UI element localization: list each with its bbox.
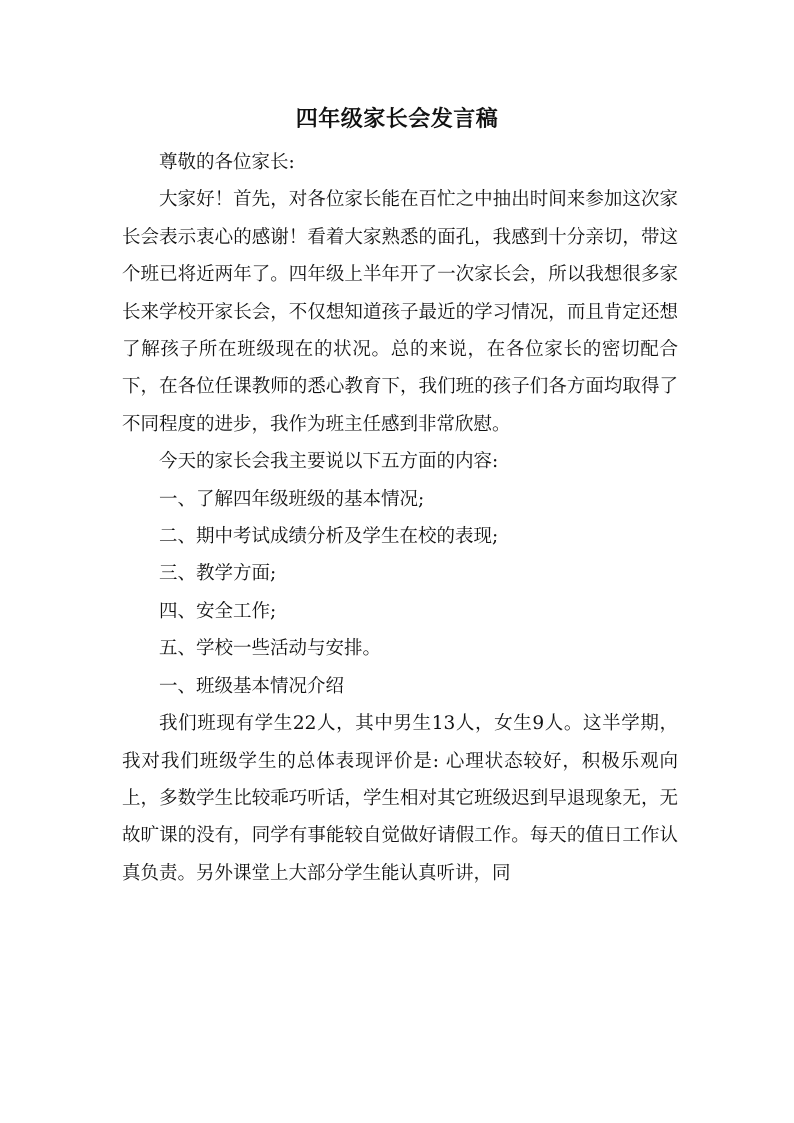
document-body xyxy=(122,144,678,892)
salutation: 尊敬的各位家长: xyxy=(159,152,295,173)
paragraph-agenda-intro: 今天的家长会我主要说以下五方面的内容: xyxy=(159,451,499,473)
agenda-item-4: 四、安全工作; xyxy=(159,600,277,622)
agenda-item-3: 三、教学方面; xyxy=(159,563,277,585)
document-title: 四年级家长会发言稿 xyxy=(295,106,499,132)
agenda-item-5: 五、学校一些活动与安排。 xyxy=(159,638,382,660)
section-heading-class-overview: 一、班级基本情况介绍 xyxy=(159,675,345,697)
paragraph-class-overview: 我们班现有学生22人，其中男生13人，女生9人。这半学期，我对我们班级学生的总体表现评价是: 心理状态较好，积极乐观向上，多数学生比较乖巧听话，学生相对其它班级迟到早退现象无，无故旷课的没有，同学有事能较自觉做好请假工作。每天的值日工作认真负责。另外课堂上大部分学生能认真听讲，同 xyxy=(122,713,678,884)
agenda-item-1: 一、了解四年级班级的基本情况; xyxy=(159,488,425,510)
agenda-item-2: 二、期中考试成绩分析及学生在校的表现; xyxy=(159,526,499,548)
paragraph-greeting: 大家好！首先，对各位家长能在百忙之中抽出时间来参加这次家长会表示衷心的感谢！看着大家熟悉的面孔，我感到十分亲切，带这个班已将近两年了。四年级上半年开了一次家长会，所以我想很多家长来学校开家长会，不仅想知道孩子最近的学习情况，而且肯定还想了解孩子所在班级现在的状况。总的来说，在各位家长的密切配合下，在各位任课教师的悉心教育下，我们班的孩子们各方面均取得了不同程度的进步，我作为班主任感到非常欣慰。 xyxy=(122,189,678,435)
